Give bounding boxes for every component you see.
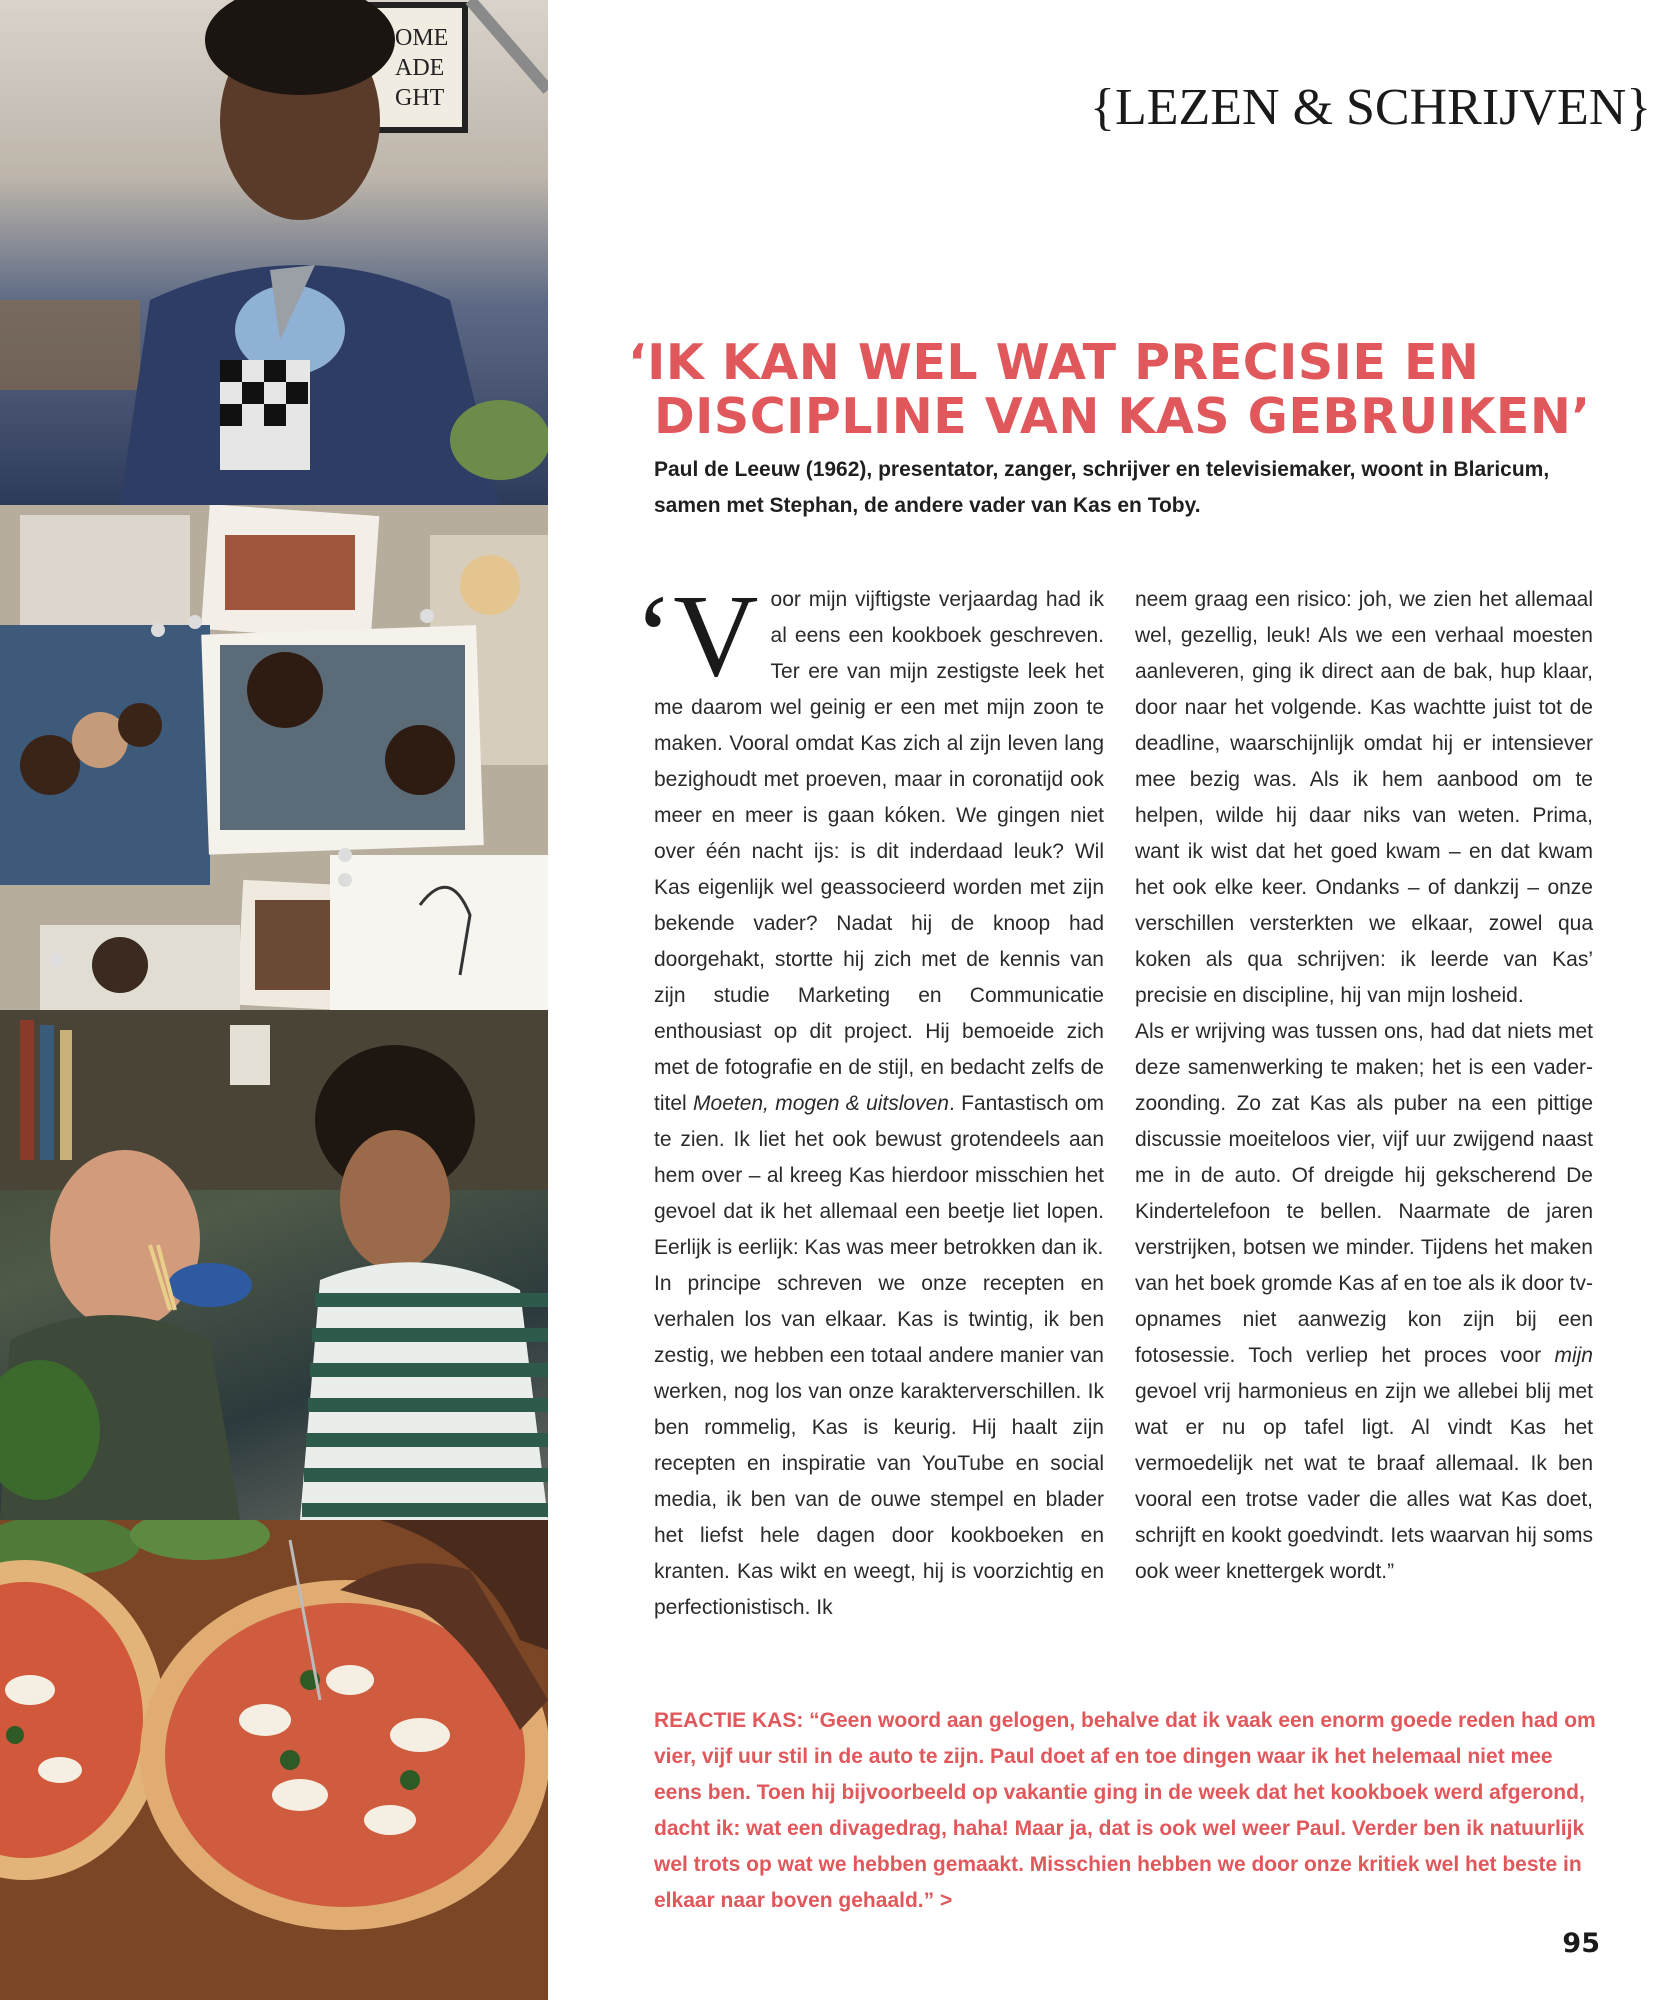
photo-collage-board <box>0 505 548 1010</box>
body-column-right <box>1135 582 1593 1590</box>
photo-3-illustration <box>0 1010 548 1520</box>
headline-line-1: ‘IK KAN WEL WAT PRECISIE EN <box>628 334 1480 391</box>
photo-young-man-with-knife <box>0 0 548 505</box>
section-label: {LEZEN & SCHRIJVEN} <box>1090 79 1652 136</box>
article-headline <box>628 336 1628 444</box>
body-paragraph: neem graag een risico: joh, we zien het allemaal wel, gezellig, leuk! Als we een verhaal moesten aanleveren, ging ik direct aan de bak, hup klaar, door naar het volgende. Kas wachtte juist tot de deadline, waarschijnlijk omdat hij er intensiever mee bezig was. Als ik hem aanbood om te helpen, wilde hij daar niks van weten. Prima, want ik wist dat het goed kwam – en dat kwam het ook elke keer. Ondanks – of dankzij – onze verschillen versterkten we elkaar, zowel qua koken als qua schrijven: ik leerde van Kas’ precisie en discipline, hij van mijn losheid. <box>1135 588 1593 1007</box>
photo-column <box>0 0 548 2000</box>
sign-text-1: OME <box>395 25 449 51</box>
photo-feeding-pasta <box>0 1010 548 1520</box>
photo-4-illustration <box>0 1520 548 2000</box>
emphasis: mijn <box>1554 1344 1593 1367</box>
photo-pizzas <box>0 1520 548 2000</box>
body-column-left <box>634 570 1105 1626</box>
body-text: oor mijn vijftigste verjaardag had ik al eens een kookboek geschreven. Ter ere van mijn zestigste leek het me daarom wel geinig er een met mijn zoon te maken. Vooral omdat Kas zich al zijn leven lang bezighoudt met proeven, maar in coronatijd ook meer en meer is gaan kóken. We gingen niet over één nacht ijs: is dit inderdaad leuk? Wil Kas eigenlijk wel geassocieerd worden met zijn bekende vader? Nadat hij de knoop had doorgehakt, stortte hij zich met de kennis van zijn studie Marketing en Communicatie enthousiast op dit project. Hij bemoeide zich met de fotografie en de stijl, en bedacht zelfs de titel <box>654 588 1104 1115</box>
body-paragraph: In principe schreven we onze recepten en verhalen los van elkaar. Kas is twintig, ik ben zestig, we hebben een totaal andere manier van werken, nog los van onze karakterverschillen. Ik ben rommelig, Kas is keurig. Hij haalt zijn recepten en inspiratie van YouTube en social media, ik ben van de ouwe stempel en blader het liefst hele dagen door kookboeken en kranten. Kas wikt en weegt, hij is voorzichtig en perfectionistisch. Ik <box>654 1272 1104 1619</box>
body-paragraph <box>1135 1014 1593 1590</box>
drop-cap: ‘V <box>634 570 759 701</box>
page-number: 95 <box>1562 1928 1600 1959</box>
reactie-kas: REACTIE KAS: “Geen woord aan gelogen, behalve dat ik vaak een enorm goede reden had om vier, vijf uur stil in de auto te zijn. Paul doet af en toe dingen waar ik het helemaal niet mee eens ben. Toen hij bijvoorbeeld op vakantie ging in de week dat het kookboek werd afgerond, dacht ik: wat een divagedrag, haha! Maar ja, dat is ook wel weer Paul. Verder ben ik natuurlijk wel trots op wat we hebben gemaakt. Misschien hebben we door onze kritiek wel het beste in elkaar naar boven gehaald.” > <box>654 1709 1596 1912</box>
sign-text-3: GHT <box>395 85 445 111</box>
sign-text-2: ADE <box>395 55 445 81</box>
photo-1-illustration <box>0 0 548 505</box>
photo-2-illustration <box>0 505 548 1010</box>
article-intro: Paul de Leeuw (1962), presentator, zanger, schrijver en televisiemaker, woont in Blaricum, samen met Stephan, de andere vader van Kas en Toby. <box>654 458 1550 517</box>
body-text: Als er wrijving was tussen ons, had dat niets met deze samenwerking te maken; het is een vader-zoonding. Zo zat Kas als puber na een pittige discussie moeiteloos vier, vijf uur zwijgend naast me in de auto. Of dreigde hij gekscherend De Kindertelefoon te bellen. Naarmate de jaren verstrijken, botsen we minder. Tijdens het maken van het boek gromde Kas af en toe als ik door tv-opnames niet aanwezig kon zijn bij een fotosessie. Toch verliep het proces voor <box>1135 1020 1593 1367</box>
book-title: Moeten, mogen & uitsloven <box>693 1092 949 1115</box>
body-text: gevoel vrij harmonieus en zijn we allebei blij met wat er nu op tafel ligt. Al vindt Kas het vermoedelijk net wat te braaf allemaal. Ik ben vooral een trotse vader die alles wat Kas doet, schrijft en kookt goedvindt. Iets waarvan hij soms ook weer knettergek wordt.” <box>1135 1380 1593 1583</box>
body-text: . Fantastisch om te zien. Ik liet het ook bewust grotendeels aan hem over – al kreeg Kas hierdoor misschien het gevoel dat ik het allemaal een beetje liet lopen. Eerlijk is eerlijk: Kas was meer betrokken dan ik. <box>654 1092 1105 1259</box>
body-paragraph <box>634 570 1105 1266</box>
headline-line-2: DISCIPLINE VAN KAS GEBRUIKEN’ <box>654 388 1591 445</box>
